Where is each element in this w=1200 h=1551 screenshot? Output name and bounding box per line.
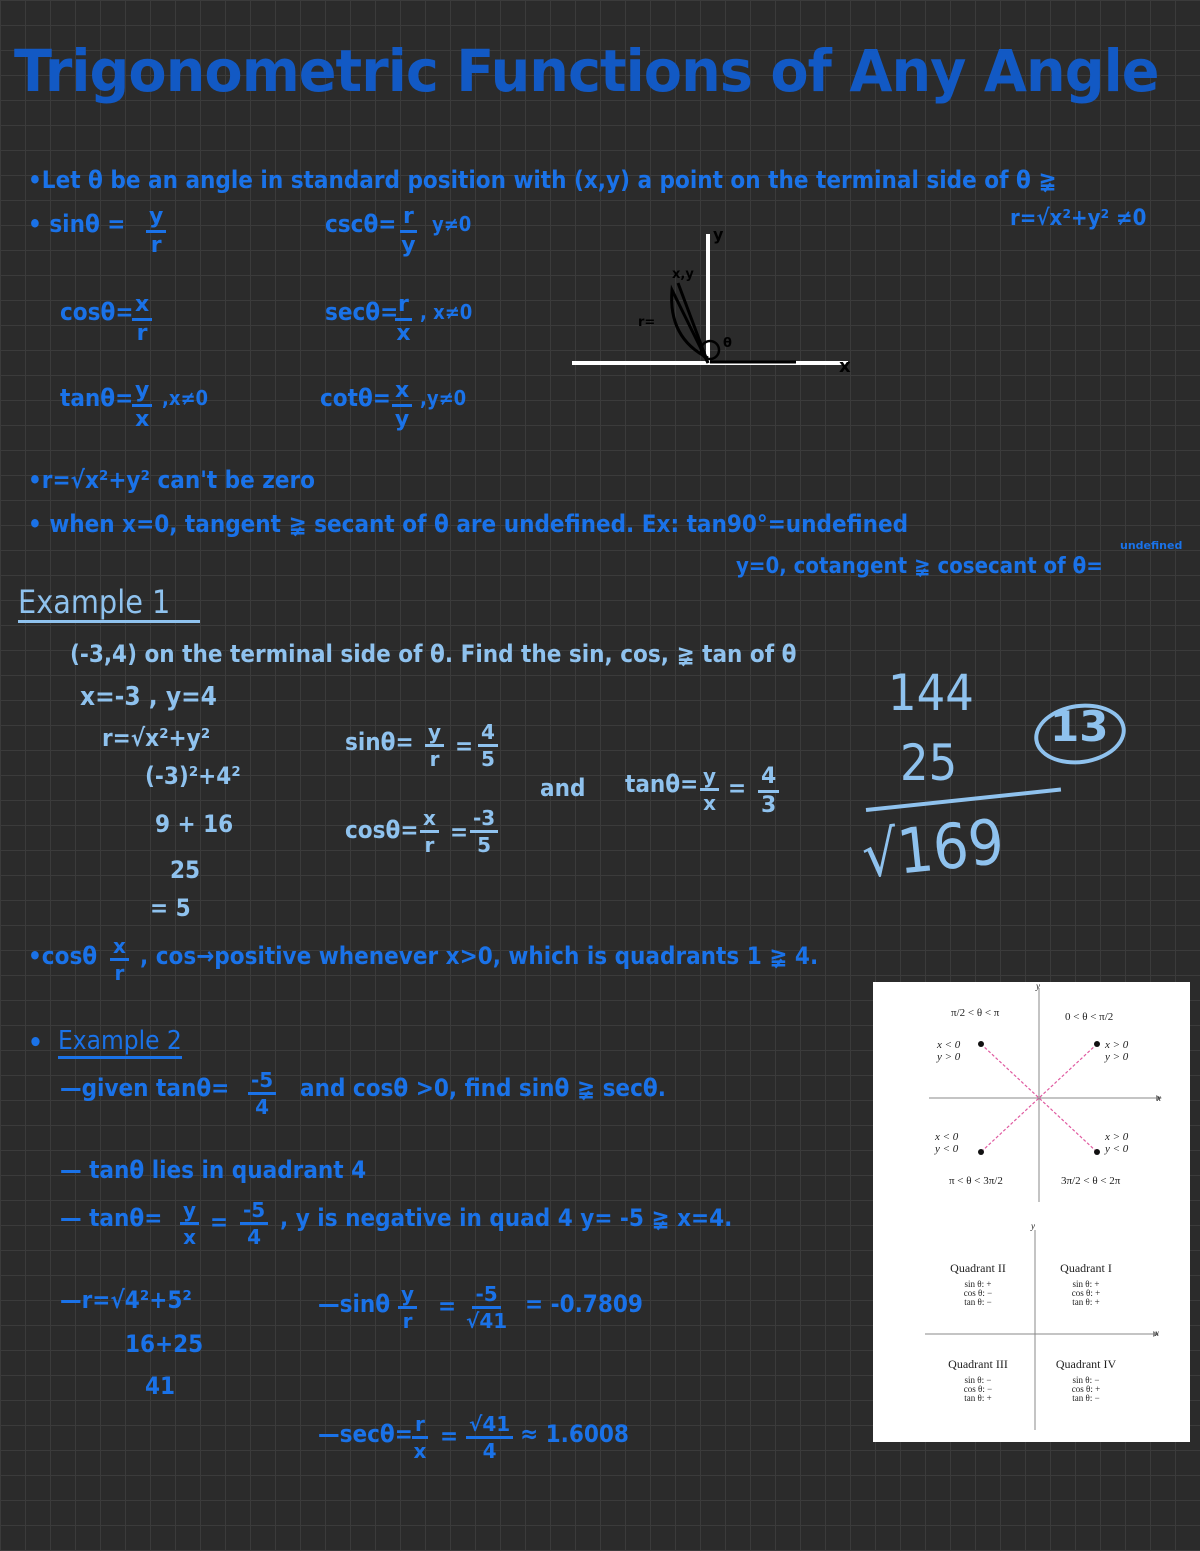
y-axis-label: y	[713, 225, 724, 244]
ex2-sec-value: ≈ 1.6008	[520, 1420, 629, 1448]
cos-label: cosθ=	[60, 298, 134, 326]
sin-fraction	[146, 206, 166, 257]
scratch-144: 144	[888, 664, 974, 722]
quadrant-iv-name: Quadrant IV	[1055, 1357, 1117, 1371]
numerator: y	[146, 206, 166, 233]
quadrant-iii-signs: sin θ: − cos θ: − tan θ: +	[963, 1374, 993, 1404]
sec-label: secθ=	[325, 298, 399, 326]
numerator: -5	[240, 1200, 268, 1225]
ex2-r-step-1: —r=√4²+5²	[60, 1286, 192, 1314]
numerator: -3	[470, 808, 498, 833]
numerator: -5	[472, 1284, 500, 1309]
ex2-sin-value: = -0.7809	[525, 1290, 643, 1318]
denominator: 4	[255, 1095, 270, 1119]
q3-sign: x < 0 y < 0	[935, 1131, 959, 1155]
quadrant-ii-signs: sin θ: + cos θ: − tan θ: −	[963, 1278, 993, 1308]
q4-range: 3π/2 < θ < 2π	[1061, 1175, 1121, 1187]
denominator: 5	[481, 747, 495, 771]
numerator: r	[395, 294, 412, 321]
point-q1	[1094, 1041, 1100, 1047]
top-x-label: x	[1157, 1093, 1161, 1103]
r-step-3: 9 + 16	[155, 810, 234, 838]
ex2-line-2-fraction-1	[180, 1200, 199, 1247]
ex2-given-b: and cosθ >0, find sinθ ≩ secθ.	[300, 1074, 666, 1102]
ex2-sin-fraction-1	[398, 1284, 417, 1331]
bottom-x-label: x	[1155, 1328, 1159, 1338]
definition-bullet: •Let θ be an angle in standard position with (x,y) a point on the terminal side of θ ≩	[28, 166, 1057, 194]
point-q2	[978, 1041, 984, 1047]
x-axis-label: x	[839, 356, 851, 377]
ex1-cos-label: cosθ=	[345, 816, 419, 844]
quadrant-i-signs: sin θ: + cos θ: + tan θ: +	[1071, 1278, 1101, 1308]
numerator: x	[110, 936, 129, 961]
ex1-sin-fraction-1	[425, 722, 444, 769]
denominator: x	[396, 321, 411, 346]
ex1-tan-label: tanθ=	[625, 770, 699, 798]
tan-fraction	[132, 380, 152, 431]
ex2-given-a: —given tanθ=	[60, 1074, 230, 1102]
numerator: x	[420, 808, 439, 833]
point-label: x,y	[672, 267, 694, 282]
r-definition: r=√x²+y² ≠0	[1010, 206, 1147, 231]
cos-fraction	[132, 294, 152, 345]
q4-sign: x > 0 y < 0	[1105, 1131, 1129, 1155]
denominator: y	[394, 407, 410, 432]
q3-range: π < θ < 3π/2	[949, 1175, 1003, 1187]
denominator: 3	[761, 793, 777, 818]
q2-sign: x < 0 y > 0	[937, 1039, 961, 1063]
theta-label: θ	[723, 336, 732, 351]
ex2-given-fraction	[248, 1070, 276, 1117]
ex2-line-2-equals: =	[210, 1208, 229, 1236]
ex2-sec-fraction-2	[466, 1414, 513, 1461]
undefined-note-1: • when x=0, tangent ≩ secant of θ are undefined. Ex: tan90°=undefined	[28, 510, 909, 538]
csc-label: cscθ=	[325, 210, 397, 238]
denominator: r	[136, 321, 148, 346]
cot-label: cotθ=	[320, 384, 391, 412]
denominator: 5	[477, 833, 492, 857]
numerator: y	[180, 1200, 199, 1225]
quadrant-iii-box	[933, 1358, 1023, 1404]
r-step-5: = 5	[150, 894, 191, 922]
denominator: r	[402, 1309, 413, 1333]
quadrant-iv-signs: sin θ: − cos θ: + tan θ: −	[1071, 1374, 1101, 1404]
cot-fraction	[392, 380, 412, 431]
q1-sign: x > 0 y > 0	[1105, 1039, 1129, 1063]
ex1-sin-fraction-2	[478, 722, 498, 769]
cos-note-text: , cos→positive whenever x>0, which is quadrants 1 ≩ 4.	[140, 942, 819, 970]
denominator: x	[135, 407, 150, 432]
denominator: y	[401, 233, 416, 258]
sec-condition: , x≠0	[420, 300, 473, 324]
ex1-and: and	[540, 774, 586, 802]
numerator: y	[132, 380, 152, 407]
cos-note-fraction	[110, 936, 129, 983]
ex1-tan-equals: =	[728, 774, 747, 802]
quadrant-i-box	[1043, 1262, 1129, 1308]
numerator: x	[392, 380, 412, 407]
top-y-label: y	[1036, 981, 1040, 991]
denominator: 4	[247, 1225, 262, 1249]
quadrant-i-name: Quadrant I	[1060, 1261, 1112, 1275]
figure-axes	[873, 982, 1190, 1442]
ex1-sin-label: sinθ=	[345, 728, 414, 756]
sec-fraction	[395, 294, 412, 345]
ex2-sec-equals: =	[440, 1422, 459, 1450]
ex1-cos-fraction-2	[470, 808, 498, 855]
scratch-25: 25	[900, 734, 958, 792]
denominator: x	[413, 1439, 427, 1463]
ex2-line-2-a: — tanθ=	[60, 1204, 163, 1232]
point-q4	[1094, 1149, 1100, 1155]
ex1-cos-equals: =	[450, 818, 469, 846]
denominator: √41	[466, 1309, 508, 1333]
bottom-y-label: y	[1031, 1221, 1035, 1231]
sin-label: • sinθ =	[28, 210, 126, 238]
ex2-line-1: — tanθ lies in quadrant 4	[60, 1156, 367, 1184]
example-2-bullet: •	[28, 1028, 43, 1058]
point-q3	[978, 1149, 984, 1155]
q1-range: 0 < θ < π/2	[1065, 1011, 1114, 1023]
denominator: r	[114, 961, 125, 985]
quadrant-iv-box	[1041, 1358, 1131, 1404]
q2-range: π/2 < θ < π	[951, 1007, 1000, 1019]
ex1-tan-fraction-1	[700, 766, 719, 813]
numerator: √41	[466, 1414, 513, 1439]
r-nonzero-note: •r=√x²+y² can't be zero	[28, 466, 315, 494]
quadrant-figure	[873, 982, 1190, 1442]
r-label: r=	[638, 315, 656, 330]
ex1-tan-fraction-2	[758, 766, 779, 817]
numerator: r	[412, 1414, 428, 1439]
denominator: x	[183, 1225, 196, 1249]
csc-fraction	[400, 206, 417, 257]
ex1-cos-fraction-1	[420, 808, 439, 855]
numerator: y	[700, 766, 719, 791]
triangle-sketch	[672, 290, 708, 363]
r-step-1: r=√x²+y²	[102, 724, 211, 752]
numerator: y	[398, 1284, 417, 1309]
numerator: 4	[758, 766, 779, 793]
numerator: -5	[248, 1070, 276, 1095]
cot-condition: ,y≠0	[420, 386, 467, 410]
example-1-xy: x=-3 , y=4	[80, 682, 217, 712]
tan-label: tanθ=	[60, 384, 134, 412]
denominator: r	[150, 233, 162, 258]
r-step-4: 25	[170, 856, 201, 884]
denominator: r	[424, 833, 435, 857]
numerator: 4	[478, 722, 498, 747]
quadrant-ii-box	[935, 1262, 1021, 1308]
denominator: 4	[482, 1439, 497, 1463]
ex2-sin-fraction-2	[466, 1284, 507, 1331]
angle-sketch	[560, 220, 870, 385]
denominator: x	[703, 791, 716, 815]
denominator: r	[429, 747, 440, 771]
numerator: y	[425, 722, 444, 747]
undefined-note-2: y=0, cotangent ≩ cosecant of θ=	[736, 554, 1103, 579]
ex2-sin-equals: =	[438, 1292, 457, 1320]
example-1-heading: Example 1	[18, 586, 200, 623]
numerator: r	[400, 206, 417, 233]
example-2-heading: Example 2	[58, 1028, 182, 1059]
ex2-sec-fraction-1	[412, 1414, 428, 1461]
numerator: x	[132, 294, 152, 321]
ex2-line-2-fraction-2	[240, 1200, 268, 1247]
quadrant-iii-name: Quadrant III	[948, 1357, 1008, 1371]
scratch-13: 13	[1050, 702, 1109, 751]
example-1-prompt: (-3,4) on the terminal side of θ. Find the sin, cos, ≩ tan of θ	[70, 640, 797, 668]
r-step-2: (-3)²+4²	[145, 762, 241, 790]
cos-note-label: •cosθ	[28, 942, 98, 970]
quadrant-ii-name: Quadrant II	[950, 1261, 1006, 1275]
undefined-superscript: undefined	[1120, 539, 1183, 552]
tan-condition: ,x≠0	[162, 386, 209, 410]
ex2-sin-label: —sinθ	[318, 1290, 391, 1318]
scratch-sqrt-169: √169	[858, 804, 1008, 893]
page-title: Trigonometric Functions of Any Angle	[14, 37, 1159, 105]
ex1-sin-equals: =	[455, 732, 474, 760]
ex2-line-2-b: , y is negative in quad 4 y= -5 ≩ x=4.	[280, 1204, 733, 1232]
ex2-sec-label: —secθ=	[318, 1420, 413, 1448]
ex2-r-step-2: 16+25	[125, 1330, 204, 1358]
ex2-r-step-3: 41	[145, 1372, 176, 1400]
csc-condition: y≠0	[432, 212, 472, 236]
